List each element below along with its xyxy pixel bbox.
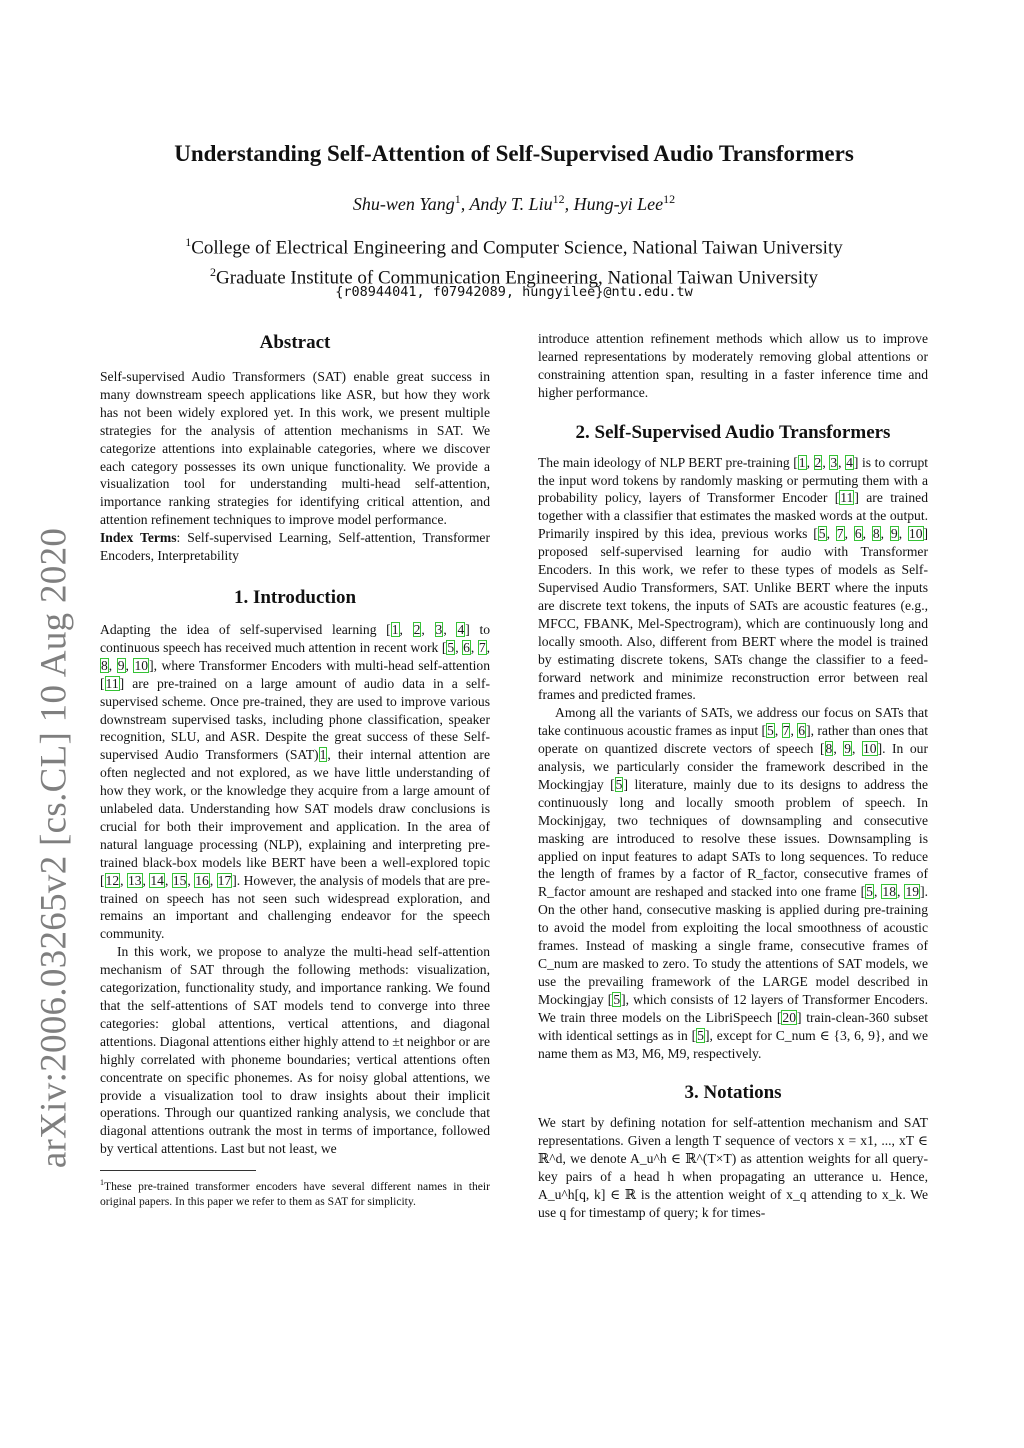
citation-link[interactable]: 18	[882, 884, 897, 900]
citation-link[interactable]: 6	[854, 526, 862, 542]
footnote: $^1$These pre-trained transformer encoders have several different names in their original papers. In this paper we refer to them as SAT for simplicity.	[100, 1178, 490, 1209]
affiliation-line: $^1$College of Electrical Engineering and Computer Science, National Taiwan University	[185, 235, 843, 259]
citation-link[interactable]: 11	[840, 490, 854, 506]
citation-link[interactable]: 7	[836, 526, 844, 542]
sat-paragraph-2: Among all the variants of SATs, we address our focus on SATs that take continuous acoustic frames as input [5, 7, 6], rather than ones that operate on quantized discrete vectors of speech [8, 9, 10]. In our analysis, we particularly consider the framework described in the Mockingjay [5] literature, mainly due to its designs to address the continuously long and locally smooth problem of speech. In Mockinjgay, two techniques of downsampling and consecutive masking are introduced to resolve these issues. Downsampling is applied on input features to adapt SATs to long sequences. To reduce the length of frames by a factor of R_factor, consecutive frames of R_factor amount are reshaped and stacked into one frame [5, 18, 19]. On the other hand, consecutive masking is applied during pre-training to avoid the model from exploiting the local smoothness of acoustic frames. Instead of masking a single frame, consecutive frames of C_num are masked to zero. To study the attentions of SAT models, we use the prevailing framework of the LARGE model described in Mockingjay [5], which consists of 12 layers of Transformer Encoders. We train three models on the LibriSpeech [20] train-clean-360 subset with identical settings as in [5], except for C_num ∈ {3, 6, 9}, and we name them as M3, M6, M9, respectively.	[538, 705, 929, 1061]
citation-link[interactable]: 8	[872, 526, 880, 542]
arxiv-identifier: arXiv:2006.03265v2 [cs.CL] 10 Aug 2020	[33, 527, 75, 1169]
author-emails: {r08944041, f07942089, hungyilee}@ntu.edu.tw	[335, 284, 693, 300]
citation-link[interactable]: 4	[457, 621, 465, 637]
citation-link[interactable]: 11	[105, 675, 119, 691]
citation-link[interactable]: 7	[478, 639, 486, 655]
section-heading-sat: 2. Self-Supervised Audio Transformers	[575, 421, 891, 443]
citation-link[interactable]: 5	[447, 639, 455, 655]
intro-paragraph-1: Adapting the idea of self-supervised learning [1, 2, 3, 4] to continuous speech has received much attention in recent work [5, 6, 7, 8, 9, 10], where Transformer Encoders with multi-head self-attention [11] are pre-trained on a large amount of audio data in a self-supervised scheme. Once pre-trained, they are used to improve various downstream supervised tasks, including phone classification, speaker recognition, SLU, and ASR. Despite the great success of these Self-supervised Audio Transformers (SAT)1, their internal attention are often neglected and not explored, as we have little understanding of how they work, or the knowledge they acquire from a large amount of unlabeled data. Understanding how SAT models draw conclusions is crucial for both their improvement and application. In the area of natural language processing (NLP), explaining and interpreting pre-trained black-box models like BERT have been a well-explored topic [12, 13, 14, 15, 16, 17]. However, the analysis of models that are pre-trained on speech has not seen such widespread exploration, and remains an important and challenging endeavor for the speech community.	[100, 621, 491, 942]
author-affiliation-mark: 12	[552, 192, 565, 206]
citation-link[interactable]: 3	[830, 454, 838, 470]
sat-paragraph-1: The main ideology of NLP BERT pre-training [1, 2, 3, 4] is to corrupt the input word tokens by randomly masking or permuting them with a probability policy, layers of Transformer Encoder [11] are trained together with a classifier that estimates the masked words at the output. Primarily inspired by this idea, previous works [5, 7, 6, 8, 9, 10] proposed self-supervised learning for audio with Transformer Encoders. In this work, we refer to these types of models as Self-Supervised Audio Transformers, SAT. Unlike BERT where the inputs are discrete text tokens, the inputs of SATs are acoustic features (e.g., MFCC, FBANK, Mel-Spectrogram), which are continuously long and locally smooth. Also, different from BERT where the model is trained by estimating discrete tokens, SATs change the classifier to a feed-forward network and minimize reconstruction error between real frames and predicted frames.	[538, 454, 929, 703]
citation-link[interactable]: 20	[782, 1009, 796, 1025]
citation-link[interactable]: 8	[101, 657, 108, 673]
citation-link[interactable]: 9	[117, 657, 125, 673]
author-affiliation-mark: 12	[663, 192, 676, 206]
left-column	[100, 330, 490, 1209]
citation-link[interactable]: 1	[798, 454, 806, 470]
citation-link[interactable]: 9	[890, 526, 898, 542]
citation-link[interactable]: 13	[127, 872, 142, 888]
citation-link[interactable]: 2	[413, 621, 421, 637]
paper-title: Understanding Self-Attention of Self-Supervised Audio Transformers	[174, 141, 854, 166]
index-terms: Index Terms: Self-supervised Learning, Self-attention, Transformer Encoders, Interpretability	[100, 530, 490, 564]
author-affiliation-mark: 1	[454, 192, 461, 206]
citation-link[interactable]: 19	[905, 884, 920, 900]
author-name: Andy T. Liu	[469, 194, 553, 214]
citation-link[interactable]: 7	[782, 723, 790, 739]
citation-link[interactable]: 4	[846, 454, 853, 470]
author-name: Shu-wen Yang	[352, 194, 455, 214]
citation-link[interactable]: 16	[195, 872, 209, 888]
citation-link[interactable]: 5	[613, 991, 621, 1007]
citation-link[interactable]: 14	[150, 872, 164, 888]
affiliation-line: $^2$Graduate Institute of Communication Engineering, National Taiwan University	[210, 265, 818, 289]
citation-link[interactable]: 10	[908, 526, 923, 542]
citation-link[interactable]: 3	[435, 621, 443, 637]
citation-link[interactable]: 5	[767, 723, 774, 739]
author-name: Hung-yi Lee	[573, 194, 664, 214]
citation-link[interactable]: 5	[818, 526, 826, 542]
citation-link[interactable]: 10	[862, 741, 877, 757]
citation-link[interactable]: 1	[391, 621, 399, 637]
section-heading-introduction: 1. Introduction	[233, 586, 357, 608]
citation-link[interactable]: 9	[844, 741, 852, 757]
citation-link[interactable]: 8	[825, 741, 833, 757]
citation-link[interactable]: 6	[463, 639, 470, 655]
citation-link[interactable]: 5	[866, 884, 873, 900]
right-column	[538, 330, 928, 1222]
footnote-rule	[100, 1170, 256, 1171]
abstract-text: Self-supervised Audio Transformers (SAT) enable great success in many downstream speech applications like ASR, but how they work has not been widely explored yet. In this work, we present multiple strategies for the analysis of attention mechanisms in SAT. We categorize attentions into explainable categories, where we discover each category possesses its own unique functionality. We provide a visualization tool for understanding multi-head self-attention, importance ranking strategies for identifying critical attention, and attention refinement techniques to improve model performance.	[100, 369, 490, 528]
author-list: Shu-wen Yang$^1$, Andy T. Liu$^{12}$, Hung-yi Lee$^{12}$	[352, 192, 676, 214]
citation-link[interactable]: 6	[798, 723, 806, 739]
citation-link[interactable]: 1	[319, 747, 327, 763]
notations-paragraph: We start by defining notation for self-attention mechanism and SAT representations. Given a length T sequence of vectors x = x1, ..., xT ∈ ℝ^d, we denote A_u^h ∈ ℝ^(T×T) as attention weights for all query-key pairs of a head h when propagating an utterance u. Hence, A_u^h[q, k] ∈ ℝ is the attention weight of x_q attending to x_k. We use q for timestamp of query; k for times-	[538, 1115, 928, 1220]
section-heading-notations: 3. Notations	[684, 1082, 782, 1104]
citation-link[interactable]: 5	[615, 776, 623, 792]
citation-link[interactable]: 17	[217, 872, 232, 888]
citation-link[interactable]: 15	[172, 872, 187, 888]
intro-paragraph-2: In this work, we propose to analyze the multi-head self-attention mechanism of SAT through the following methods: visualization, categorization, functionality study, and importance ranking. We found that the self-attentions of SAT models tend to converge into three categories: global attentions, vertical attentions, and diagonal attentions. Diagonal attentions either highly attend to ±t neighbor or are highly correlated with phoneme boundaries; vertical attentions often concentrate on specific phonemes. As for noisy global attentions, we provide a visualization tool to draw insights about their implicit operations. Through our quantized ranking analysis, we conclude that diagonal attentions outrank the most in terms of importance, followed by vertical attentions. Last but not least, we	[100, 944, 490, 1157]
citation-link[interactable]: 5	[697, 1027, 704, 1043]
abstract-heading: Abstract	[259, 332, 331, 353]
citation-link[interactable]: 12	[105, 872, 120, 888]
citation-link[interactable]: 2	[814, 454, 822, 470]
intro-continuation: introduce attention refinement methods which allow us to improve learned representations by moderately removing global attentions or constraining attention span, resulting in a faster inference time and higher performance.	[538, 331, 928, 400]
citation-link[interactable]: 10	[134, 657, 149, 673]
